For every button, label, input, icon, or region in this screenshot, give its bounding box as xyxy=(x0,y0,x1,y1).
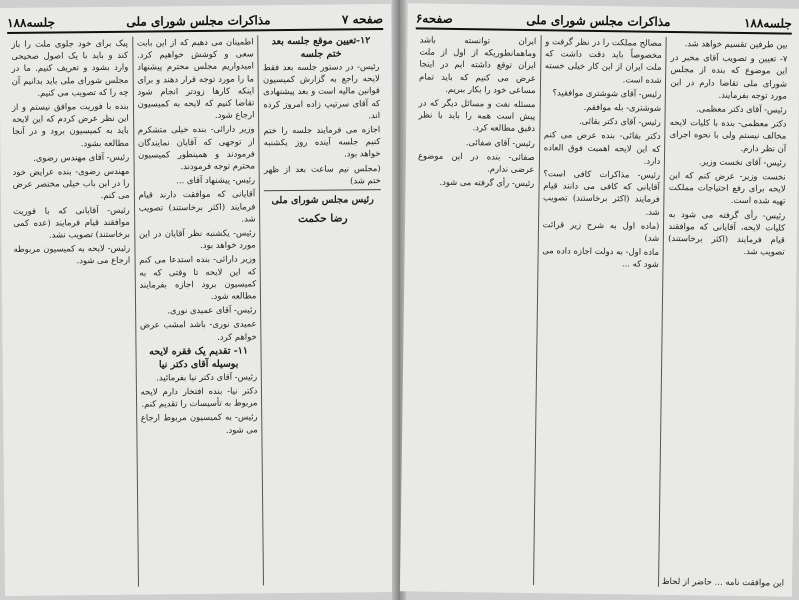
left-column-3 xyxy=(7,37,138,588)
paragraph: (مجلس نیم ساعت بعد از ظهر ختم شد) xyxy=(263,162,381,186)
right-journal-title: مذاکرات مجلس شورای ملی xyxy=(526,12,671,29)
paragraph: بنده با فوریت موافق نیستم و از این نظر عرض کردم که این لایحه باید به کمیسیون برود و در آنجا مطالعه بشود. xyxy=(11,100,130,148)
paragraph: ۷- تعیین و تصویب آقای مخبر در این موضوع که بنده از مجلس شورای ملی تقاضا دارم در این مورد توجه بفرمایند. xyxy=(670,52,788,101)
paragraph: ماده اول- به دولت اجازه داده می شود که ... xyxy=(542,245,660,270)
paragraph: رئیس- مذاکرات کافی است؟ آقایانی که کافی می دانند قیام فرمایند (اکثر برخاستند) تصویب شد. xyxy=(543,168,661,217)
section-heading: ۱۱- تقدیم یک فقره لایحه بوسیله آقای دکتر نیا xyxy=(149,345,248,371)
paragraph: رئیس- آقای دکتر نیا بفرمائید. xyxy=(156,371,258,383)
president-title: رئیس مجلس شورای ملی xyxy=(271,194,374,207)
paragraph: رئیس- لایحه به کمیسیون مربوطه ارجاع می شود. xyxy=(13,242,131,266)
left-page-label: صفحه ۷ xyxy=(341,12,384,27)
paragraph: دکتر نیا- بنده افتخار دارم لایحه مربوط به تأسیسات را تقدیم کنم. xyxy=(140,385,258,409)
paragraph: مصالح مملکت را در نظر گرفت و مخصوصاً باید دقت داشت که ملت ایران از این کار خیلی خسته شده است. xyxy=(544,36,662,85)
left-column-2 xyxy=(133,35,264,586)
paragraph: رئیس- آقای مهندس رضوی. xyxy=(33,151,130,163)
paragraph: رئیس- یکشنبه نظر آقایان در این مورد خواهد بود. xyxy=(138,227,256,251)
paragraph: رئیس- آقای عمیدی نوری. xyxy=(167,304,257,316)
paragraph: وزیر دارائی- بنده خیلی متشکرم از توجهی که آقایان نمایندگان فرمودند و همینطور کمیسیون محترم توجه فرمودند. xyxy=(137,123,255,172)
paragraph: رئیس- پیشنهاد آقای ... xyxy=(176,174,256,186)
divider xyxy=(264,189,381,191)
right-page-label: صفحه۶ xyxy=(415,11,453,26)
paragraph: اجازه می فرمایند جلسه را ختم کنیم جلسه آینده روز یکشنبه خواهد بود. xyxy=(263,124,381,159)
left-page-header xyxy=(7,10,383,34)
paragraph: رئیس- در دستور جلسه بعد فقط لایحه راجع به گزارش کمیسیون قوانین مالیه است و بعد پیشنهادی که آقای سرتیپ زاده امروز کرده اند. xyxy=(262,61,381,121)
paragraph: رئیس- رأی گرفته می شود. xyxy=(439,176,535,189)
president-signature: رضا حکمت xyxy=(298,212,348,225)
left-page xyxy=(0,4,397,596)
left-session-label: جلسه۱۸۸ xyxy=(7,15,56,30)
paragraph: شوشتری- بله موافقم. xyxy=(583,101,662,113)
right-column-3 xyxy=(408,33,541,585)
paragraph: آقایانی که موافقت دارند قیام فرمایند (اکثر برخاستند) تصویب شد. xyxy=(138,188,256,224)
left-journal-title: مذاکرات مجلس شورای ملی xyxy=(126,13,271,29)
paragraph: دکتر معظمی- بنده با کلیات لایحه مخالف نیستم ولی با نحوه اجرای آن نظر دارم. xyxy=(669,117,787,154)
left-page-columns xyxy=(7,34,389,588)
paragraph: رئیس- آقای نخست وزیر. xyxy=(698,156,787,168)
paragraph: دکتر بقائی- بنده عرض می کنم که این لایحه اهمیت فوق العاده دارد. xyxy=(543,129,661,166)
right-page-header xyxy=(416,9,792,34)
right-page-footer: این موافقت نامه ... حاضر از لحاظ xyxy=(661,576,785,589)
adjournment-heading: ۱۲-تعیین موقع جلسه بعد ختم جلسه xyxy=(271,35,371,60)
paragraph: رئیس- آقای شوشتری موافقید؟ xyxy=(552,87,662,99)
paragraph: رئیس- آقای دکتر معظمی. xyxy=(696,103,787,115)
paragraph: (ماده اول به شرح زیر قرائت شد) xyxy=(542,219,660,243)
paragraph: عمیدی نوری- باشد امشب عرض خواهم کرد. xyxy=(139,318,257,342)
right-column-2 xyxy=(534,35,667,587)
paragraph: ایران توانسته باشد وماهمانطوریکه از اول از ملت ایران توقع داشته ایم در اینجا عرض می کنیم که باید تمام مساعی خود را بکار ببریم. xyxy=(419,34,537,95)
paragraph: مسئله نفت و مسائل دیگر که در پیش است همه را باید با نظر دقیق مطالعه کرد. xyxy=(418,97,536,134)
right-column-1 xyxy=(659,37,791,589)
left-column-1 xyxy=(259,34,389,585)
paragraph: رئیس- به کمیسیون مربوط ارجاع می شود. xyxy=(140,411,258,435)
right-page xyxy=(400,3,799,596)
right-page-columns xyxy=(408,33,792,588)
right-session-label: جلسه۱۸۸ xyxy=(743,15,792,31)
paragraph: بین طرفین تقسیم خواهد شد. xyxy=(684,38,788,50)
paragraph: رئیس- آقایانی که با فوریت موافقند قیام فرمایند (عده کمی برخاستند) تصویب نشد. xyxy=(12,204,131,240)
paragraph: اطمینان می دهیم که از این بابت سعی و کوشش خواهیم کرد. امیدواریم مجلس محترم پیشنهاد ما را مورد توجه قرار دهند و برای اینکه کارها زودتر انجام شود تقاضا کنیم که لایحه به کمیسیون ارجاع شود. xyxy=(136,36,255,121)
paragraph: رئیس- آقای دکتر بقائی. xyxy=(578,115,661,128)
paragraph: رئیس- رأی گرفته می شود به کلیات لایحه، آقایانی که موافقند قیام فرمایند (اکثر برخاستند) تصویب شد. xyxy=(668,208,786,257)
paragraph: پیک برای خود جلوی ملت را باز کند و باید با یک اصول صحیحی وارد بشود و تعریف کنیم. ما در مجلس شورای ملی باید بدانیم آن چه را که تصویب می کنیم. xyxy=(11,37,129,98)
paragraph: وزیر دارائی- بنده استدعا می کنم که این لایحه تا وقتی که به کمیسیون برود اجازه بفرمایند مطالعه شود. xyxy=(139,253,257,301)
paragraph: مهندس رضوی- بنده عرایض خود را در این باب خیلی مختصر عرض می کنم. xyxy=(12,165,130,201)
paragraph: رئیس- آقای صفائی. xyxy=(465,136,535,148)
paragraph: نخست وزیر- عرض کنم که این لایحه برای رفع احتیاجات مملکت تهیه شده است. xyxy=(668,169,786,207)
paragraph: صفائی- بنده در این موضوع عرضی ندارم. xyxy=(417,150,535,175)
